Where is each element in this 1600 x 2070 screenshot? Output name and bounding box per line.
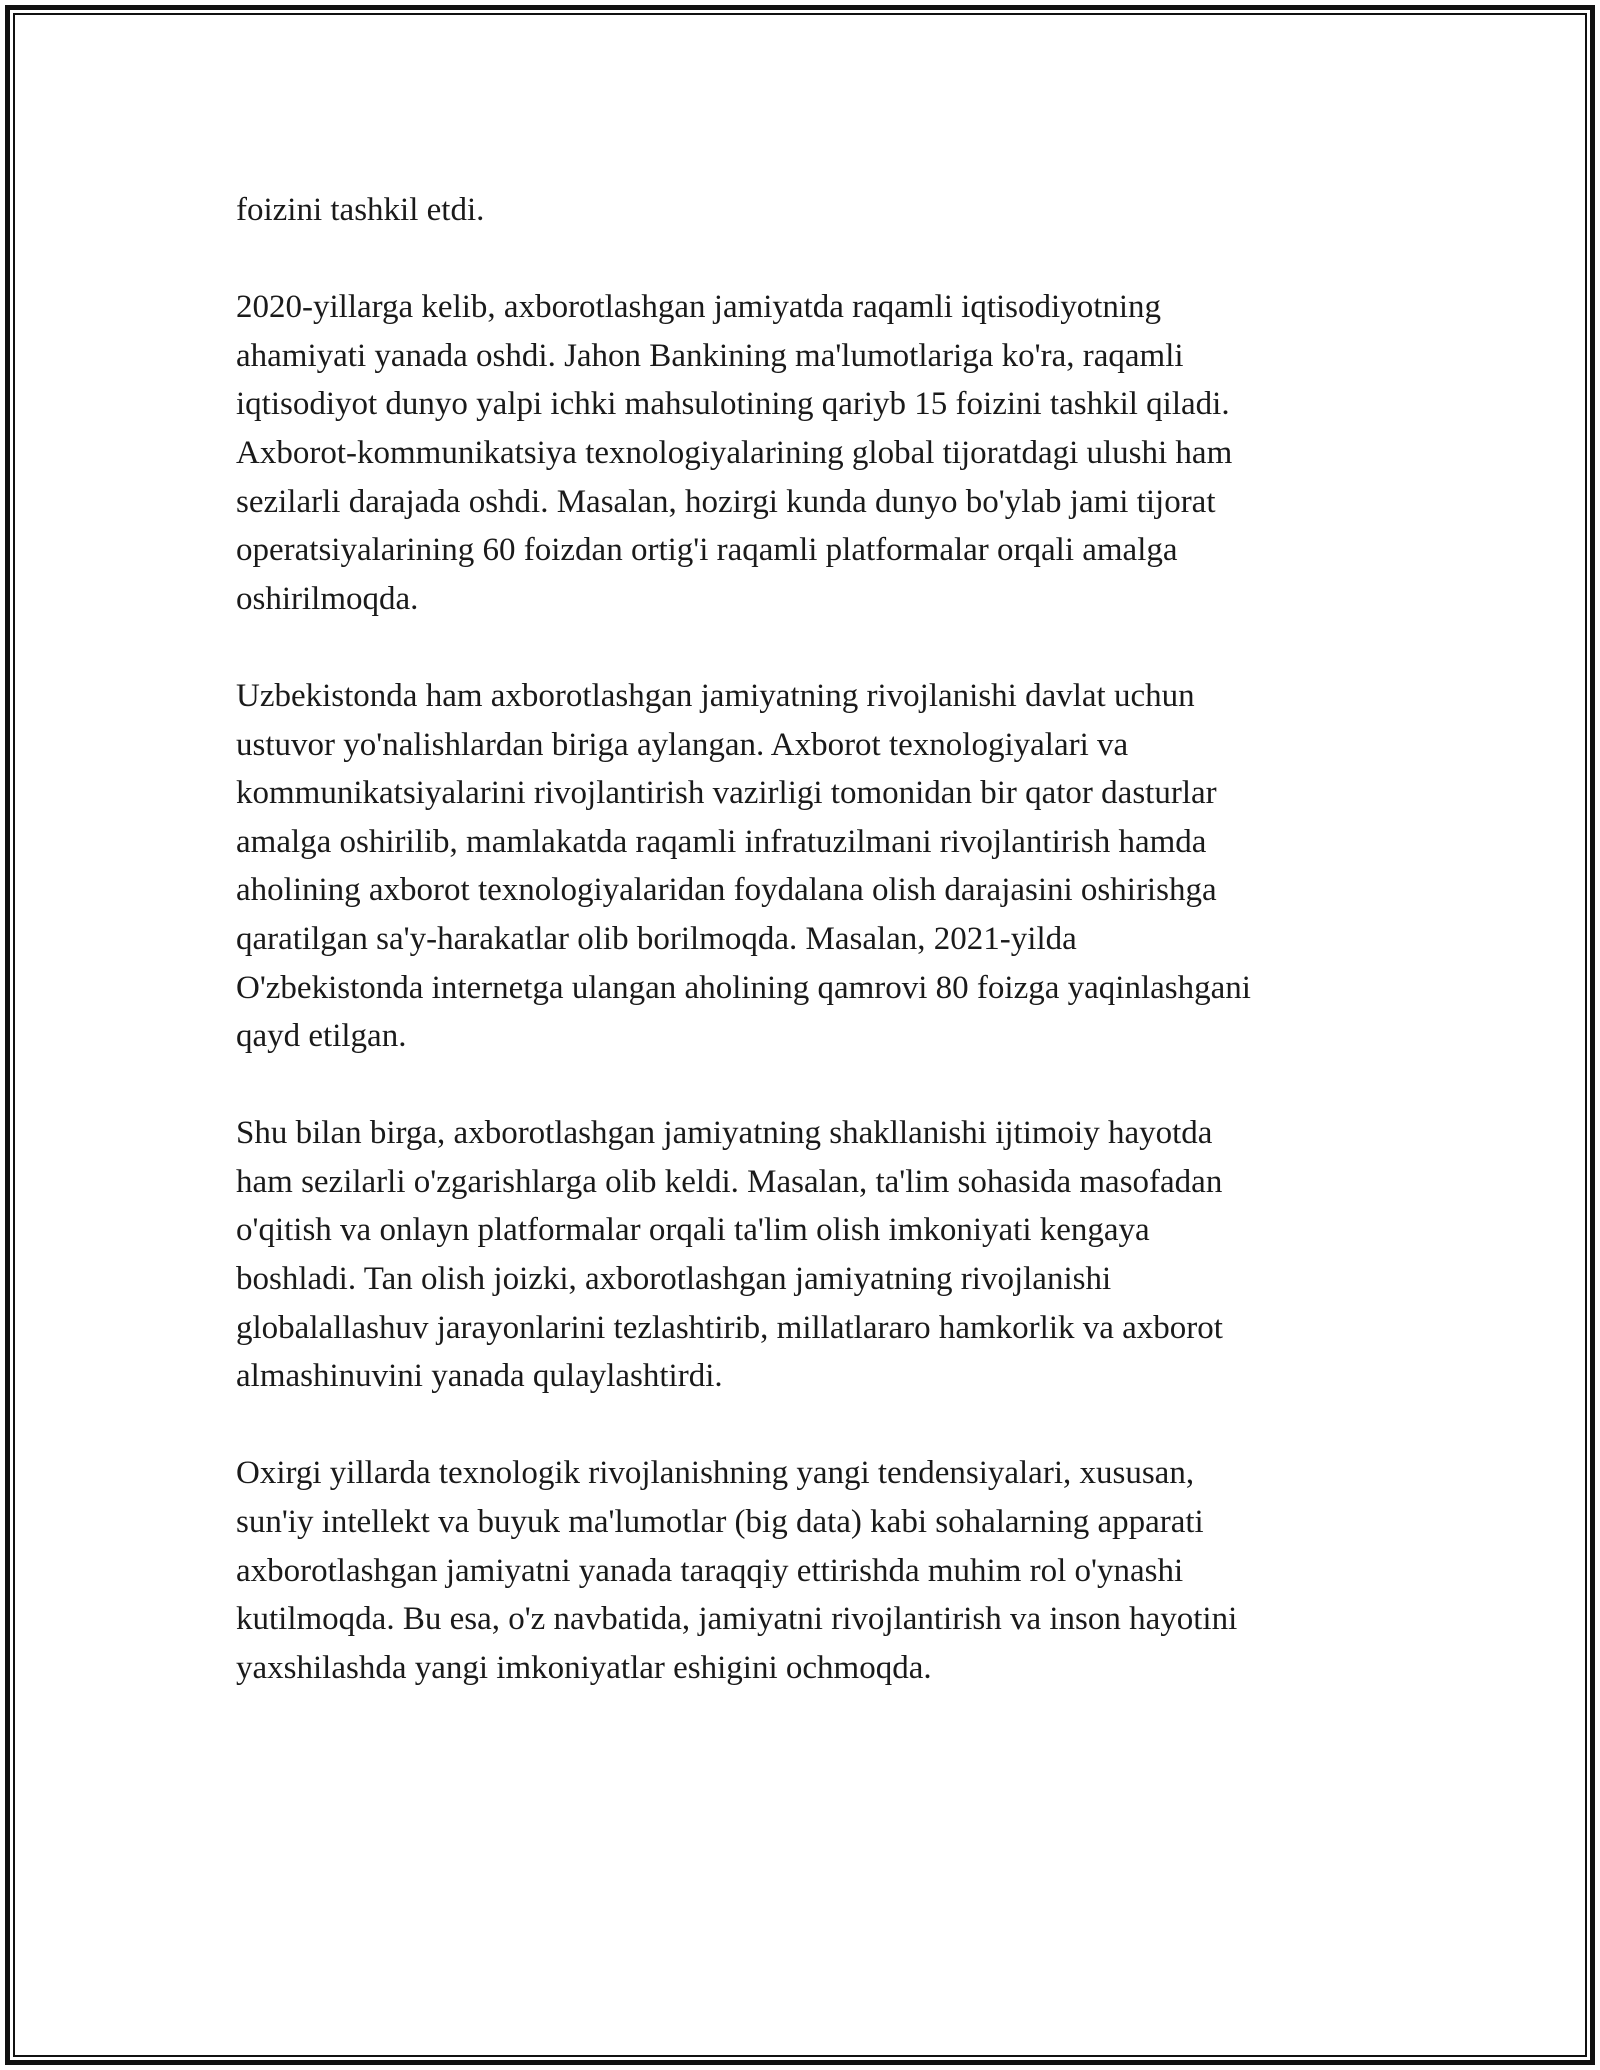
document-body — [236, 186, 1376, 1741]
paragraph-uzbekistan: Uzbekistonda ham axborotlashgan jamiyatning rivojlanishi davlat uchun ustuvor yo'nalishlardan biriga aylangan. Axborot texnologiyalari va kommunikatsiyalarini rivojlantirish vazirligi tomonidan bir qator dasturlar amalga oshirilib, mamlakatda raqamli infratuzilmani rivojlantirish hamda aholining axborot texnologiyalaridan foydalana olish darajasini oshirishga qaratilgan sa'y-harakatlar olib borilmoqda. Masalan, 2021-yilda O'zbekistonda internetga ulangan aholining qamrovi 80 foizga yaqinlashgani qayd etilgan. — [236, 677, 1251, 1055]
paragraph-future-trends: Oxirgi yillarda texnologik rivojlanishning yangi tendensiyalari, xususan, sun'iy intellekt va buyuk ma'lumotlar (big data) kabi sohalarning apparati axborotlashgan jamiyatni yanada taraqqiy ettirishda muhim rol o'ynashi kutilmoqda. Bu esa, o'z navbatida, jamiyatni rivojlantirish va inson hayotini yaxshilashda yangi imkoniyatlar eshigini ochmoqda. — [236, 1455, 1238, 1686]
paragraph-social-changes: Shu bilan birga, axborotlashgan jamiyatning shakllanishi ijtimoiy hayotda ham sezilarli o'zgarishlarga olib keldi. Masalan, ta'lim sohasida masofadan o'qitish va onlayn platformalar orqali ta'lim olish imkoniyati kengaya boshladi. Tan olish joizki, axborotlashgan jamiyatning rivojlanishi globalallashuv jarayonlarini tezlashtirib, millatlararo hamkorlik va axborot almashinuvini yanada qulaylashtirdi. — [236, 1115, 1223, 1395]
paragraph-continuation: foizini tashkil etdi. — [236, 192, 485, 228]
paragraph-digital-economy: 2020-yillarga kelib, axborotlashgan jamiyatda raqamli iqtisodiyotning ahamiyati yanada oshdi. Jahon Bankining ma'lumotlariga ko'ra, raqamli iqtisodiyot dunyo yalpi ichki mahsulotining qariyb 15 foizini tashkil qiladi. Axborot-kommunikatsiya texnologiyalarining global tijoratdagi ulushi ham sezilarli darajada oshdi. Masalan, hozirgi kunda dunyo bo'ylab jami tijorat operatsiyalarining 60 foizdan ortig'i raqamli platformalar orqali amalga oshirilmoqda. — [236, 289, 1233, 617]
